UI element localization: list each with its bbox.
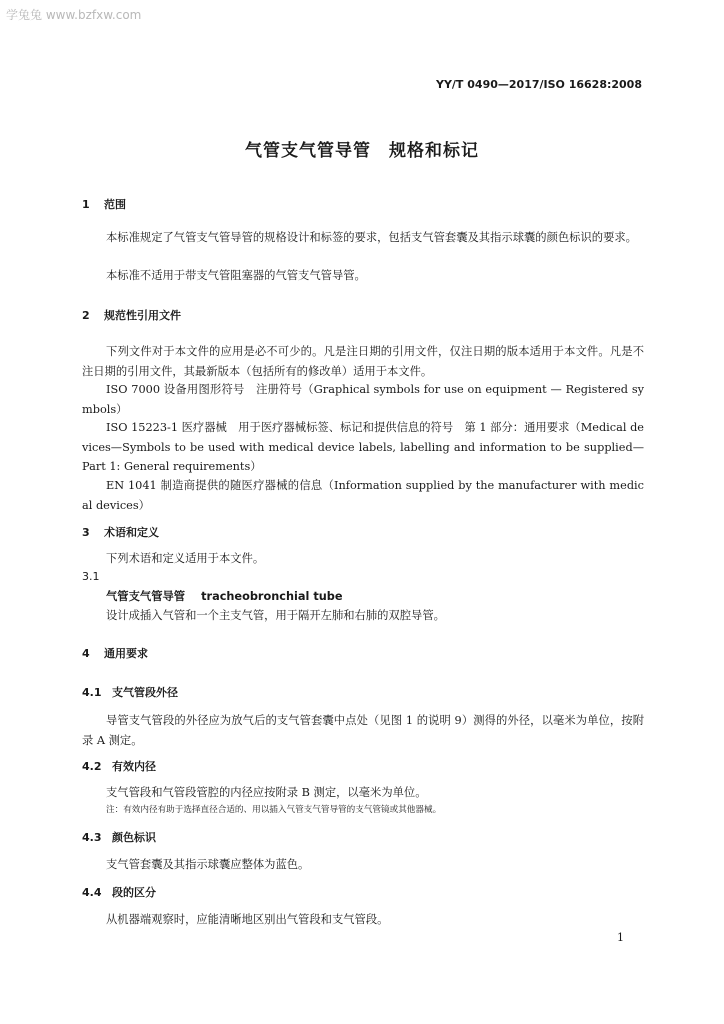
term-definition: 设计成插入气管和一个主支气管，用于隔开左肺和右肺的双腔导管。 (106, 609, 445, 622)
term-entry (106, 588, 343, 604)
term-english: tracheobronchial tube (201, 590, 343, 603)
section-number: 4.4 (82, 886, 102, 899)
section-number: 1 (82, 198, 90, 211)
section-4-2-text: 支气管段和气管段管腔的内径应按附录 B 测定，以毫米为单位。 (106, 786, 427, 799)
section-1-paragraph-2: 本标准不适用于带支气管阻塞器的气管支气管导管。 (106, 269, 366, 282)
reference-en-1041: EN 1041 制造商提供的随医疗器械的信息（Information supplied by the manufacturer with medical devices） (82, 479, 644, 512)
section-number: 4 (82, 647, 90, 660)
section-4-2-heading (82, 758, 156, 774)
section-number: 2 (82, 309, 90, 322)
term-number: 3.1 (82, 570, 100, 583)
page-number: 1 (617, 931, 624, 944)
section-title: 术语和定义 (104, 526, 159, 539)
term-chinese: 气管支气管导管 (106, 590, 186, 603)
document-title: 气管支气管导管 规格和标记 (245, 141, 479, 161)
section-2-heading (82, 307, 181, 323)
section-title: 范围 (104, 198, 126, 211)
section-3-intro: 下列术语和定义适用于本文件。 (106, 552, 265, 565)
section-number: 4.2 (82, 760, 102, 773)
section-4-4-heading (82, 884, 156, 900)
section-4-2-note: 注：有效内径有助于选择直径合适的、用以插入气管支气管导管的支气管镜或其他器械。 (106, 805, 442, 815)
reference-iso-7000: ISO 7000 设备用图形符号 注册符号（Graphical symbols for use on equipment — Registered symbols） (82, 383, 644, 416)
section-title: 支气管段外径 (112, 686, 178, 699)
section-4-3-text: 支气管套囊及其指示球囊应整体为蓝色。 (106, 858, 310, 871)
section-1-heading (82, 196, 126, 212)
section-4-1-heading (82, 684, 178, 700)
section-title: 有效内径 (112, 760, 156, 773)
section-1-paragraph-1: 本标准规定了气管支气管导管的规格设计和标签的要求，包括支气管套囊及其指示球囊的颜色标识的要求。 (106, 231, 637, 244)
section-number: 4.1 (82, 686, 102, 699)
section-4-4-text: 从机器端观察时，应能清晰地区别出气管段和支气管段。 (106, 913, 389, 926)
section-title: 段的区分 (112, 886, 156, 899)
section-4-3-heading (82, 829, 156, 845)
section-4-heading (82, 645, 148, 661)
section-number: 4.3 (82, 831, 102, 844)
section-title: 规范性引用文件 (104, 309, 181, 322)
section-3-heading (82, 524, 159, 540)
section-4-1-text: 导管支气管段的外径应为放气后的支气管套囊中点处（见图 1 的说明 9）测得的外径，以毫米为单位，按附录 A 测定。 (82, 714, 644, 747)
watermark: 学兔兔 www.bzfxw.com (6, 8, 142, 22)
section-title: 通用要求 (104, 647, 148, 660)
standard-number: YY/T 0490—2017/ISO 16628:2008 (435, 78, 642, 91)
section-number: 3 (82, 526, 90, 539)
section-2-paragraph-1: 下列文件对于本文件的应用是必不可少的。凡是注日期的引用文件，仅注日期的版本适用于本文件。凡是不注日期的引用文件，其最新版本（包括所有的修改单）适用于本文件。 (82, 345, 644, 378)
reference-iso-15223-1: ISO 15223-1 医疗器械 用于医疗器械标签、标记和提供信息的符号 第 1 部分：通用要求（Medical devices—Symbols to be used with medical device labels, labelling and information to be supplied—Part 1: General requirements） (82, 421, 644, 473)
section-title: 颜色标识 (112, 831, 156, 844)
